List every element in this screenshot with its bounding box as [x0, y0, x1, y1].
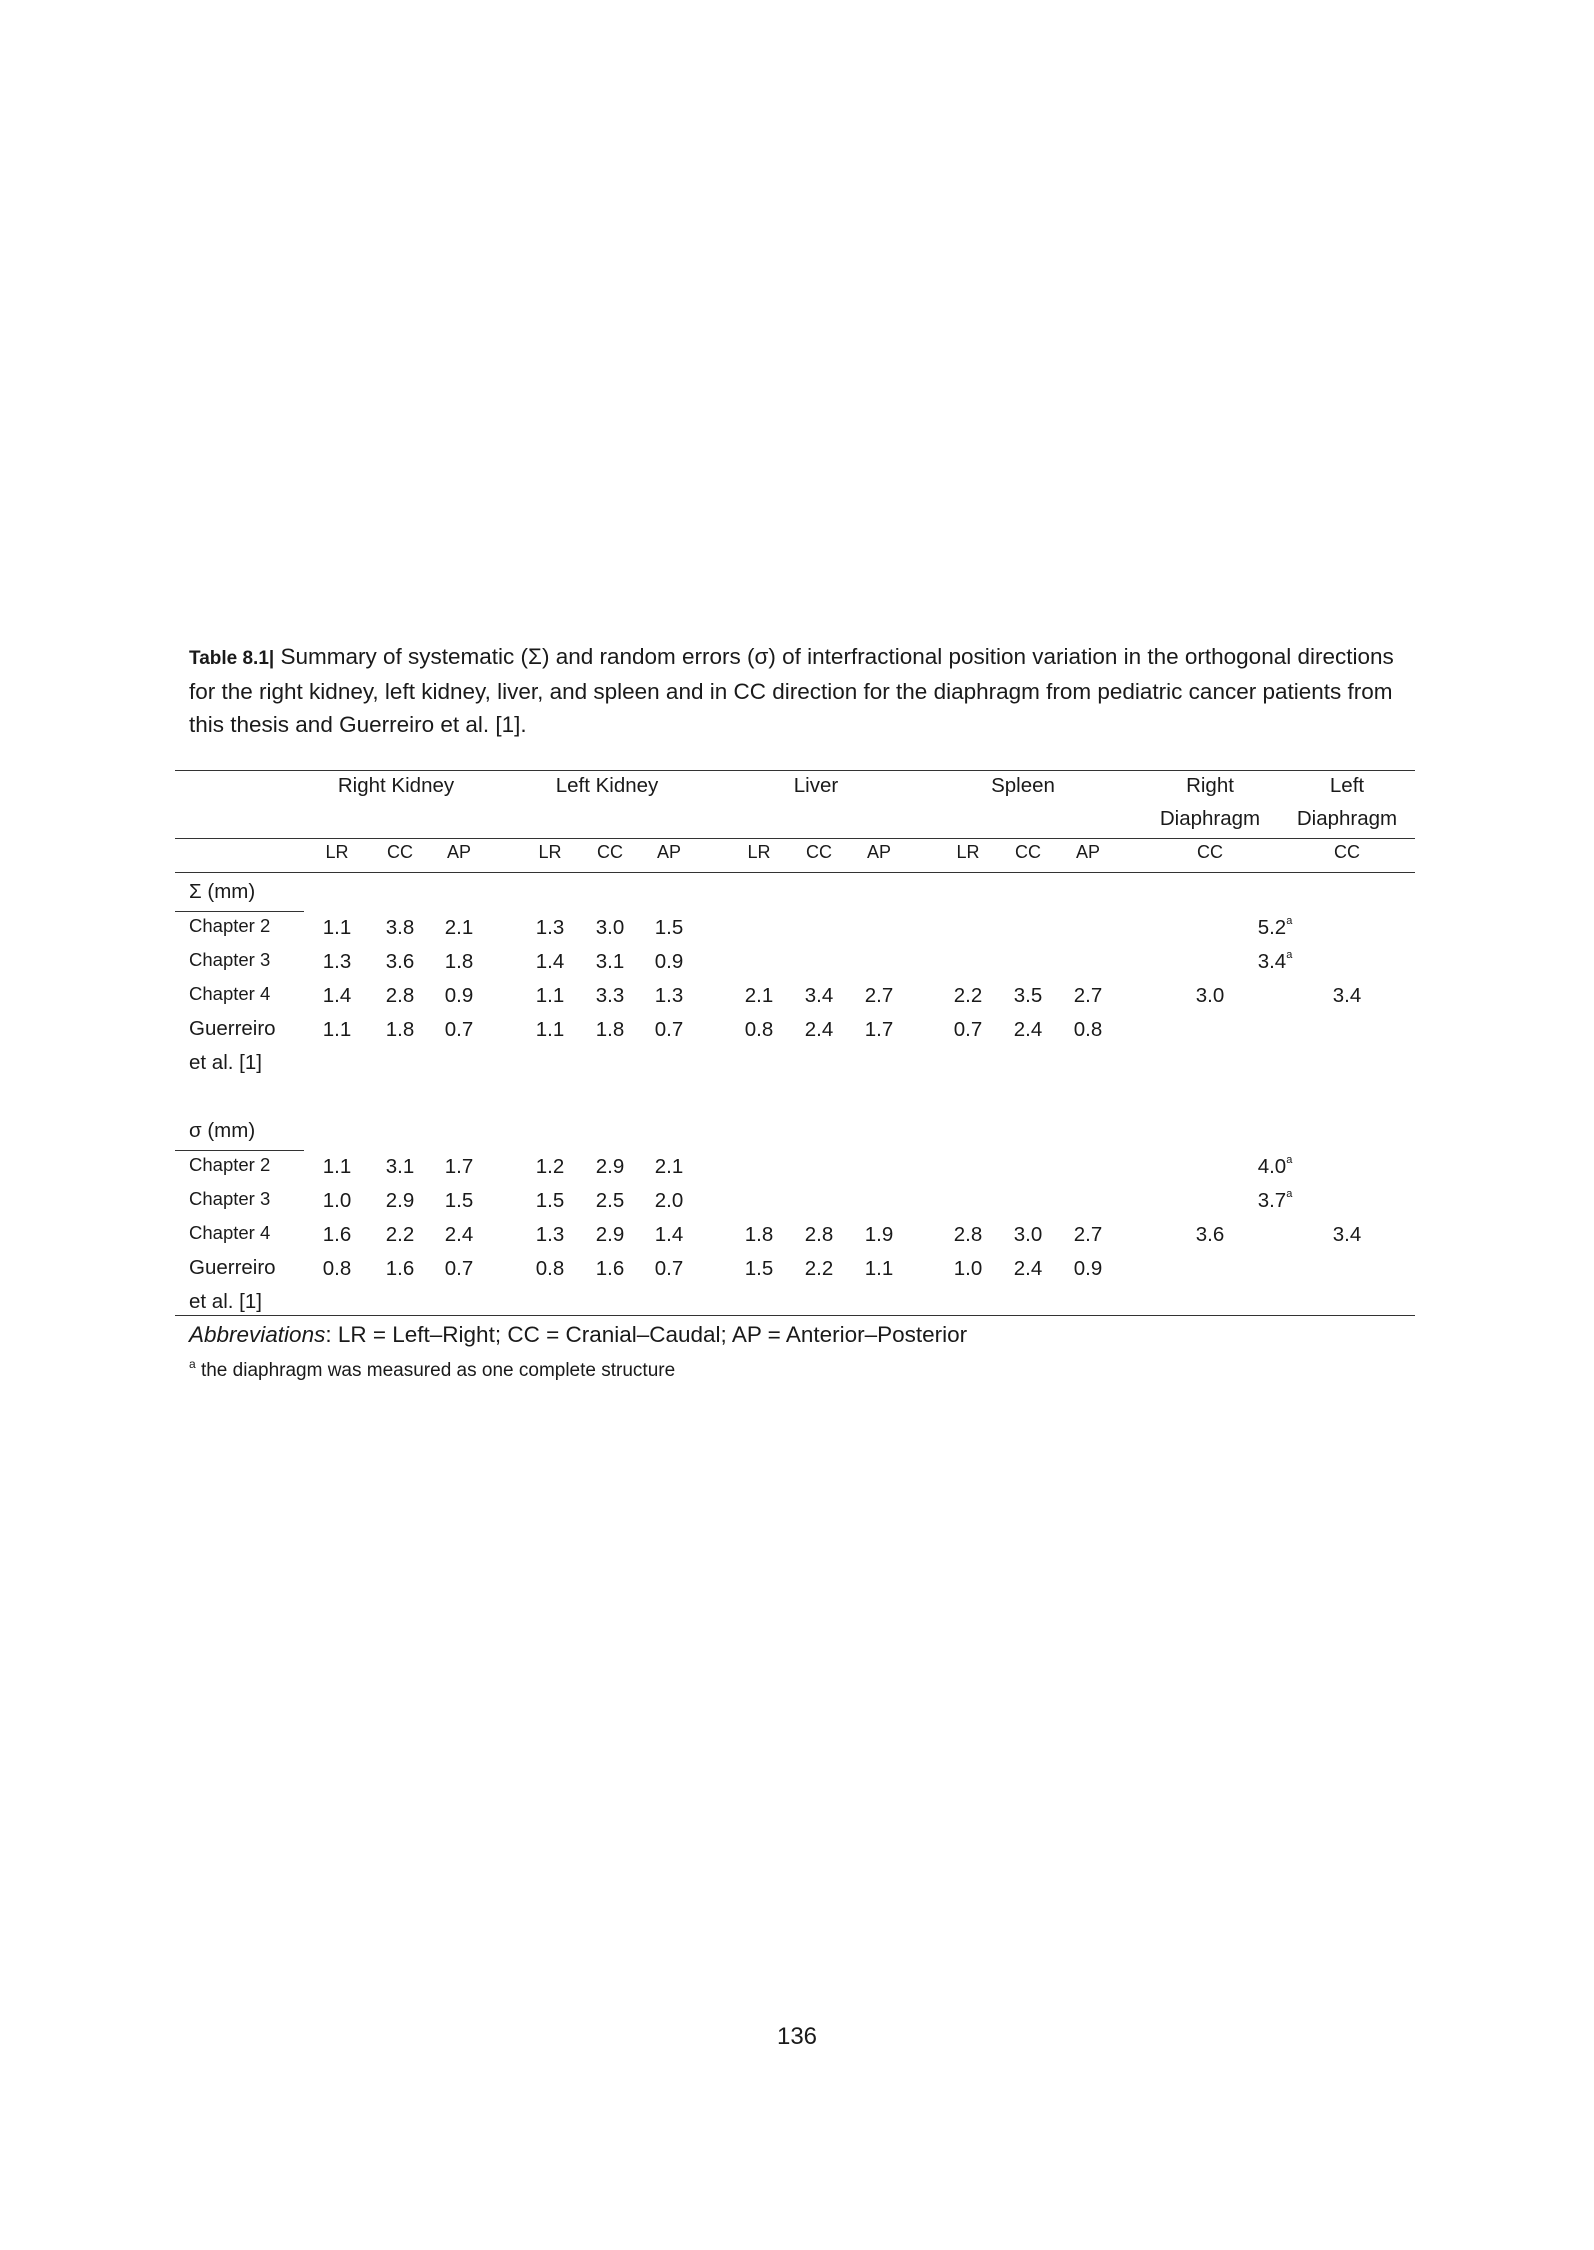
cell-value: 3.6	[1195, 1223, 1225, 1246]
header-left-kidney: Left Kidney	[555, 774, 659, 797]
row-label: Chapter 3	[189, 1188, 271, 1209]
cell-value: 1.8	[744, 1223, 774, 1246]
row-label-line2: et al. [1]	[189, 1051, 262, 1074]
subheader-rule-left	[175, 872, 300, 873]
cell-value: 1.0	[953, 1257, 983, 1280]
cell-value: 0.9	[1073, 1257, 1103, 1280]
cell-value: 0.9	[654, 950, 684, 973]
cell-value: 0.8	[322, 1257, 352, 1280]
cell-value: 1.1	[322, 1155, 352, 1178]
table-label: Table 8.1|	[189, 648, 275, 669]
cell-value: 2.8	[385, 984, 415, 1007]
cell-value: 1.5	[444, 1189, 474, 1212]
cell-value: 1.4	[322, 984, 352, 1007]
cell-value: 3.6	[385, 950, 415, 973]
table-bottom-rule	[175, 1315, 1415, 1316]
cell-value: 2.2	[953, 984, 983, 1007]
cell-value: 3.0	[1195, 984, 1225, 1007]
cell-value: 1.4	[654, 1223, 684, 1246]
cell-value-whole-diaphragm	[1258, 1189, 1293, 1213]
subheader-sp-lr: LR	[956, 842, 980, 862]
subheader-li-lr: LR	[747, 842, 771, 862]
footnote-mark: a	[189, 1357, 196, 1371]
whole-diaphragm-value: 3.7	[1257, 1189, 1287, 1212]
cell-value: 3.3	[595, 984, 625, 1007]
subheader-rk-ap: AP	[446, 842, 472, 862]
cell-value: 1.5	[744, 1257, 774, 1280]
subheader-sp-cc: CC	[1015, 842, 1041, 862]
cell-value-whole-diaphragm	[1258, 950, 1293, 974]
cell-value: 0.7	[444, 1018, 474, 1041]
footnote-marker: a	[1286, 1188, 1293, 1200]
cell-value: 2.9	[385, 1189, 415, 1212]
section-label-rule	[175, 1150, 304, 1151]
cell-value: 2.2	[804, 1257, 834, 1280]
cell-value-whole-diaphragm	[1258, 1155, 1293, 1179]
cell-value: 1.5	[535, 1189, 565, 1212]
footnote-text: the diaphragm was measured as one complete structure	[195, 1360, 676, 1381]
cell-value: 0.9	[444, 984, 474, 1007]
section-label-rule	[175, 911, 304, 912]
header-right-diaphragm-line1: Right	[1186, 774, 1234, 797]
cell-value: 0.7	[953, 1018, 983, 1041]
cell-value: 2.4	[1013, 1018, 1043, 1041]
header-left-diaphragm-line2: Diaphragm	[1296, 807, 1398, 830]
cell-value: 2.1	[744, 984, 774, 1007]
cell-value: 2.8	[953, 1223, 983, 1246]
row-label-line2: et al. [1]	[189, 1290, 262, 1313]
footnote	[189, 1357, 676, 1382]
header-right-kidney: Right Kidney	[337, 774, 455, 797]
cell-value: 1.1	[322, 916, 352, 939]
whole-diaphragm-value: 3.4	[1257, 950, 1287, 973]
cell-value: 3.4	[1332, 1223, 1362, 1246]
cell-value: 1.8	[444, 950, 474, 973]
abbreviations-label: Abbreviations	[189, 1322, 326, 1347]
footnote-marker: a	[1286, 1154, 1293, 1166]
cell-value: 3.8	[385, 916, 415, 939]
cell-value: 1.6	[385, 1257, 415, 1280]
row-label: Guerreiro	[189, 1017, 276, 1040]
page-number: 136	[776, 2023, 818, 2050]
cell-value: 1.4	[535, 950, 565, 973]
cell-value: 1.2	[535, 1155, 565, 1178]
cell-value: 1.6	[322, 1223, 352, 1246]
footnote-marker: a	[1286, 915, 1293, 927]
cell-value: 3.4	[804, 984, 834, 1007]
cell-value: 2.8	[804, 1223, 834, 1246]
subheader-lk-ap: AP	[656, 842, 682, 862]
cell-value: 1.5	[654, 916, 684, 939]
table-top-rule	[175, 770, 1415, 771]
cell-value: 0.7	[444, 1257, 474, 1280]
cell-value: 2.4	[444, 1223, 474, 1246]
subheader-li-cc: CC	[806, 842, 832, 862]
cell-value: 2.0	[654, 1189, 684, 1212]
cell-value: 2.7	[1073, 984, 1103, 1007]
subheader-sp-ap: AP	[1075, 842, 1101, 862]
row-label: Chapter 2	[189, 915, 271, 936]
cell-value: 0.7	[654, 1018, 684, 1041]
cell-value: 3.0	[595, 916, 625, 939]
subheader-lk-cc: CC	[597, 842, 623, 862]
subheader-rk-cc: CC	[387, 842, 413, 862]
subheader-rk-lr: LR	[325, 842, 349, 862]
row-label: Chapter 2	[189, 1154, 271, 1175]
data-table	[175, 770, 1415, 1315]
whole-diaphragm-value: 4.0	[1257, 1155, 1287, 1178]
abbreviations-note	[189, 1322, 967, 1348]
cell-value: 1.3	[322, 950, 352, 973]
cell-value: 0.8	[744, 1018, 774, 1041]
cell-value: 0.8	[1073, 1018, 1103, 1041]
cell-value: 0.7	[654, 1257, 684, 1280]
cell-value-whole-diaphragm	[1258, 916, 1293, 940]
cell-value: 2.9	[595, 1223, 625, 1246]
cell-value: 1.1	[535, 1018, 565, 1041]
header-left-diaphragm-line1: Left	[1329, 774, 1365, 797]
section-label: σ (mm)	[189, 1119, 256, 1142]
cell-value: 0.8	[535, 1257, 565, 1280]
header-liver: Liver	[793, 774, 839, 797]
footnote-marker: a	[1286, 949, 1293, 961]
header-mid-rule	[175, 838, 1415, 839]
header-right-diaphragm-line2: Diaphragm	[1159, 807, 1261, 830]
row-label: Chapter 3	[189, 949, 271, 970]
cell-value: 1.3	[535, 916, 565, 939]
caption-text: Summary of systematic (Σ) and random errors (σ) of interfractional position variation in the orthogonal directions for the right kidney, left kidney, liver, and spleen and in CC direction for the diaphragm from pediatric cancer patients from this thesis and Guerreiro et al. [1].	[189, 644, 1394, 737]
row-label: Chapter 4	[189, 983, 271, 1004]
whole-diaphragm-value: 5.2	[1257, 916, 1287, 939]
cell-value: 2.4	[1013, 1257, 1043, 1280]
cell-value: 1.1	[864, 1257, 894, 1280]
cell-value: 1.7	[444, 1155, 474, 1178]
cell-value: 2.4	[804, 1018, 834, 1041]
row-label: Guerreiro	[189, 1256, 276, 1279]
cell-value: 2.1	[654, 1155, 684, 1178]
cell-value: 1.8	[595, 1018, 625, 1041]
cell-value: 3.4	[1332, 984, 1362, 1007]
cell-value: 1.7	[864, 1018, 894, 1041]
cell-value: 1.1	[535, 984, 565, 1007]
cell-value: 2.7	[1073, 1223, 1103, 1246]
subheader-lk-lr: LR	[538, 842, 562, 862]
cell-value: 2.2	[385, 1223, 415, 1246]
cell-value: 1.1	[322, 1018, 352, 1041]
cell-value: 2.1	[444, 916, 474, 939]
row-label: Chapter 4	[189, 1222, 271, 1243]
cell-value: 1.3	[654, 984, 684, 1007]
cell-value: 1.8	[385, 1018, 415, 1041]
cell-value: 2.9	[595, 1155, 625, 1178]
cell-value: 3.0	[1013, 1223, 1043, 1246]
header-spleen: Spleen	[991, 774, 1055, 797]
subheader-ld-cc: CC	[1334, 842, 1360, 862]
subheader-rd-cc: CC	[1197, 842, 1223, 862]
subheader-rule	[300, 872, 1415, 873]
cell-value: 1.6	[595, 1257, 625, 1280]
table-caption	[189, 640, 1419, 741]
cell-value: 2.7	[864, 984, 894, 1007]
cell-value: 3.5	[1013, 984, 1043, 1007]
cell-value: 1.3	[535, 1223, 565, 1246]
cell-value: 3.1	[595, 950, 625, 973]
subheader-li-ap: AP	[866, 842, 892, 862]
abbreviations-text: : LR = Left–Right; CC = Cranial–Caudal; AP = Anterior–Posterior	[325, 1322, 968, 1347]
cell-value: 1.9	[864, 1223, 894, 1246]
cell-value: 1.0	[322, 1189, 352, 1212]
cell-value: 2.5	[595, 1189, 625, 1212]
cell-value: 3.1	[385, 1155, 415, 1178]
section-label: Σ (mm)	[189, 880, 256, 903]
